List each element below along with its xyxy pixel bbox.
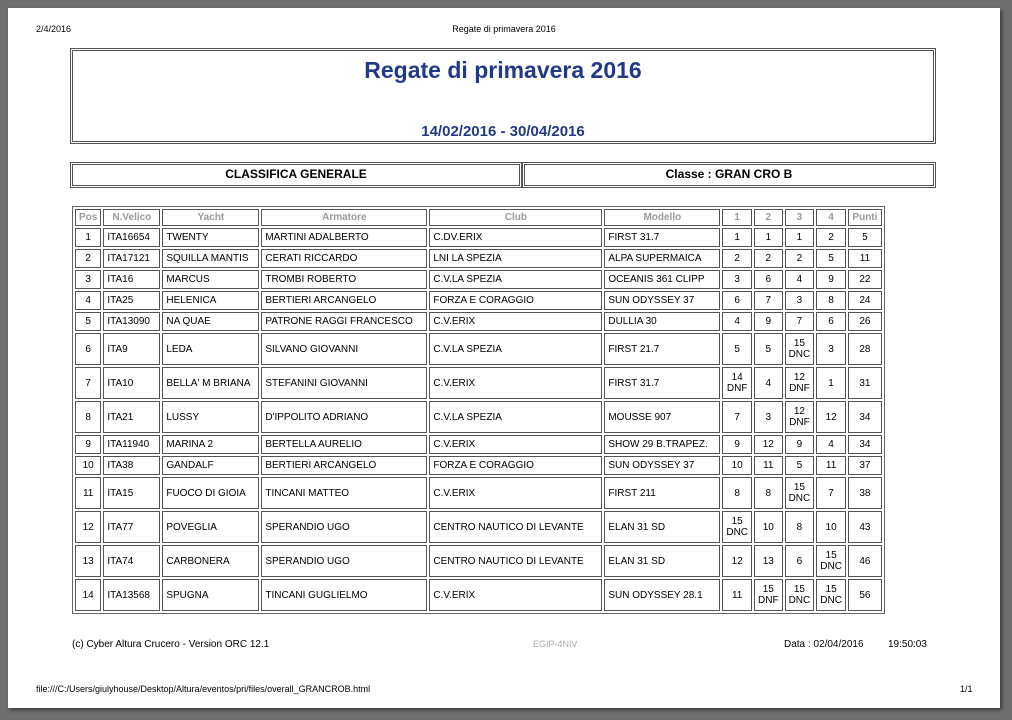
cell-race-1: 8 (722, 477, 752, 509)
cell-race-1: 12 (722, 545, 752, 577)
score-code: DNF (789, 417, 810, 428)
print-date: 2/4/2016 (36, 24, 72, 34)
cell-race-4: 9 (816, 270, 846, 289)
cell-club: LNI LA SPEZIA (429, 249, 602, 268)
cell-model: FIRST 31.7 (604, 228, 720, 247)
cell-pos: 11 (75, 477, 101, 509)
score-code: DNC (820, 595, 842, 606)
cell-model: ELAN 31 SD (604, 545, 720, 577)
cell-club: CENTRO NAUTICO DI LEVANTE (429, 545, 602, 577)
column-header-sail-number: N.Velico (103, 209, 160, 226)
cell-race-4: 5 (816, 249, 846, 268)
cell-model: SUN ODYSSEY 37 (604, 456, 720, 475)
cell-sail-number: ITA9 (103, 333, 160, 365)
print-title: Regate di primavera 2016 (452, 24, 556, 34)
cell-club: C.V.ERIX (429, 367, 602, 399)
cell-sail-number: ITA13568 (103, 579, 160, 611)
cell-points: 34 (848, 401, 882, 433)
cell-race-2 (754, 579, 783, 611)
cell-race-1: 1 (722, 228, 752, 247)
cell-yacht: GANDALF (162, 456, 259, 475)
class-label: Classe : GRAN CRO B (522, 162, 936, 188)
cell-pos: 6 (75, 333, 101, 365)
cell-club: C.V.ERIX (429, 477, 602, 509)
table-row (75, 477, 882, 509)
cell-race-2: 2 (754, 249, 783, 268)
cell-owner: SILVANO GIOVANNI (261, 333, 427, 365)
cell-owner: SPERANDIO UGO (261, 545, 427, 577)
score-code: DNC (726, 527, 749, 538)
cell-pos: 1 (75, 228, 101, 247)
cell-points: 43 (848, 511, 882, 543)
event-dates: 14/02/2016 - 30/04/2016 (421, 123, 585, 140)
page-number: 1/1 (960, 684, 973, 694)
cell-model: DULLIA 30 (604, 312, 720, 331)
cell-sail-number: ITA11940 (103, 435, 160, 454)
cell-yacht: SPUGNA (162, 579, 259, 611)
cell-points: 46 (848, 545, 882, 577)
cell-club: CENTRO NAUTICO DI LEVANTE (429, 511, 602, 543)
cell-race-1: 3 (722, 270, 752, 289)
column-header-race-2: 2 (754, 209, 783, 226)
cell-race-3 (785, 367, 815, 399)
cell-club: FORZA E CORAGGIO (429, 291, 602, 310)
cell-sail-number: ITA25 (103, 291, 160, 310)
cell-sail-number: ITA21 (103, 401, 160, 433)
column-header-model: Modello (604, 209, 720, 226)
cell-pos: 12 (75, 511, 101, 543)
cell-pos: 13 (75, 545, 101, 577)
cell-yacht: POVEGLIA (162, 511, 259, 543)
table-row (75, 456, 882, 475)
cell-race-2: 1 (754, 228, 783, 247)
cell-sail-number: ITA16654 (103, 228, 160, 247)
cell-race-4: 11 (816, 456, 846, 475)
table-row (75, 511, 882, 543)
table-row (75, 228, 882, 247)
cell-race-4: 4 (816, 435, 846, 454)
score-value: 15 (731, 516, 743, 527)
score-code: DNF (758, 595, 779, 606)
cell-sail-number: ITA74 (103, 545, 160, 577)
cell-owner: SPERANDIO UGO (261, 511, 427, 543)
cell-pos: 8 (75, 401, 101, 433)
score-code: DNC (788, 493, 811, 504)
score-value: 15 (825, 550, 837, 561)
table-row (75, 435, 882, 454)
cell-sail-number: ITA38 (103, 456, 160, 475)
cell-race-4 (816, 545, 846, 577)
cell-model: ELAN 31 SD (604, 511, 720, 543)
cell-race-2: 7 (754, 291, 783, 310)
cell-race-4: 6 (816, 312, 846, 331)
cell-yacht: LUSSY (162, 401, 259, 433)
cell-club: C.V.ERIX (429, 312, 602, 331)
cell-model: SHOW 29 B.TRAPEZ. (604, 435, 720, 454)
cell-yacht: CARBONERA (162, 545, 259, 577)
cell-race-3: 6 (785, 545, 815, 577)
cell-owner: TINCANI GUGLIELMO (261, 579, 427, 611)
cell-yacht: MARCUS (162, 270, 259, 289)
event-title-box (70, 48, 936, 144)
cell-yacht: TWENTY (162, 228, 259, 247)
cell-race-1: 4 (722, 312, 752, 331)
cell-owner: BERTELLA AURELIO (261, 435, 427, 454)
cell-yacht: HELENICA (162, 291, 259, 310)
cell-model: ALPA SUPERMAICA (604, 249, 720, 268)
cell-pos: 5 (75, 312, 101, 331)
cell-race-3: 4 (785, 270, 815, 289)
column-header-race-4: 4 (816, 209, 846, 226)
cell-race-4: 10 (816, 511, 846, 543)
cell-model: FIRST 31.7 (604, 367, 720, 399)
cell-model: FIRST 21.7 (604, 333, 720, 365)
cell-race-3: 9 (785, 435, 815, 454)
table-row (75, 401, 882, 433)
cell-points: 24 (848, 291, 882, 310)
cell-race-4: 3 (816, 333, 846, 365)
cell-club: C.V.LA SPEZIA (429, 333, 602, 365)
cell-race-2: 10 (754, 511, 783, 543)
column-header-race-1: 1 (722, 209, 752, 226)
cell-points: 56 (848, 579, 882, 611)
column-header-pos: Pos (75, 209, 101, 226)
cell-points: 11 (848, 249, 882, 268)
cell-sail-number: ITA13090 (103, 312, 160, 331)
score-value: 15 (825, 584, 837, 595)
score-value: 15 (793, 482, 805, 493)
cell-race-3 (785, 579, 815, 611)
table-row (75, 579, 882, 611)
cell-sail-number: ITA17121 (103, 249, 160, 268)
cell-race-2: 9 (754, 312, 783, 331)
cell-yacht: BELLA' M BRIANA (162, 367, 259, 399)
cell-race-4: 1 (816, 367, 846, 399)
cell-model: MOUSSE 907 (604, 401, 720, 433)
cell-yacht: FUOCO DI GIOIA (162, 477, 259, 509)
cell-owner: CERATI RICCARDO (261, 249, 427, 268)
score-value: 15 (793, 338, 805, 349)
cell-race-3: 5 (785, 456, 815, 475)
cell-race-4: 2 (816, 228, 846, 247)
cell-model: OCEANIS 361 CLIPP (604, 270, 720, 289)
cell-race-2: 13 (754, 545, 783, 577)
cell-race-2: 4 (754, 367, 783, 399)
cell-owner: TROMBI ROBERTO (261, 270, 427, 289)
cell-sail-number: ITA16 (103, 270, 160, 289)
score-code: DNF (789, 383, 810, 394)
cell-race-2: 11 (754, 456, 783, 475)
cell-owner: PATRONE RAGGI FRANCESCO (261, 312, 427, 331)
cell-points: 28 (848, 333, 882, 365)
cell-owner: STEFANINI GIOVANNI (261, 367, 427, 399)
cell-pos: 10 (75, 456, 101, 475)
cell-race-3 (785, 401, 815, 433)
cell-points: 22 (848, 270, 882, 289)
classification-label: CLASSIFICA GENERALE (70, 162, 522, 188)
cell-race-1: 10 (722, 456, 752, 475)
score-code: DNF (726, 383, 748, 394)
score-value: 15 (762, 584, 774, 595)
cell-sail-number: ITA15 (103, 477, 160, 509)
cell-club: C.DV.ERIX (429, 228, 602, 247)
cell-race-1: 2 (722, 249, 752, 268)
cell-points: 38 (848, 477, 882, 509)
column-header-points: Punti (848, 209, 882, 226)
cell-yacht: NA QUAE (162, 312, 259, 331)
cell-owner: TINCANI MATTEO (261, 477, 427, 509)
cell-race-2: 3 (754, 401, 783, 433)
column-header-race-3: 3 (785, 209, 815, 226)
software-credit: (c) Cyber Altura Crucero - Version ORC 12.1 (72, 639, 270, 650)
cell-race-3: 1 (785, 228, 815, 247)
cell-pos: 7 (75, 367, 101, 399)
cell-race-3: 3 (785, 291, 815, 310)
score-value: 14 (731, 372, 743, 383)
cell-yacht: LEDA (162, 333, 259, 365)
table-row (75, 333, 882, 365)
report-date: Data : 02/04/2016 (784, 639, 864, 650)
score-value: 15 (793, 584, 805, 595)
cell-yacht: MARINA 2 (162, 435, 259, 454)
software-code: EGIP-4NIV (533, 639, 578, 649)
cell-owner: D'IPPOLITO ADRIANO (261, 401, 427, 433)
cell-points: 37 (848, 456, 882, 475)
table-row (75, 367, 882, 399)
table-row (75, 545, 882, 577)
cell-pos: 2 (75, 249, 101, 268)
print-page (8, 8, 1000, 708)
report-time: 19:50:03 (888, 639, 927, 650)
cell-points: 31 (848, 367, 882, 399)
cell-pos: 14 (75, 579, 101, 611)
cell-race-2: 8 (754, 477, 783, 509)
cell-race-4 (816, 579, 846, 611)
cell-race-1: 9 (722, 435, 752, 454)
cell-club: FORZA E CORAGGIO (429, 456, 602, 475)
cell-race-1: 7 (722, 401, 752, 433)
event-title: Regate di primavera 2016 (364, 57, 642, 83)
cell-points: 34 (848, 435, 882, 454)
cell-race-1 (722, 367, 752, 399)
cell-race-3 (785, 333, 815, 365)
cell-model: SUN ODYSSEY 37 (604, 291, 720, 310)
score-code: DNC (820, 561, 842, 572)
cell-pos: 9 (75, 435, 101, 454)
column-header-club: Club (429, 209, 602, 226)
cell-club: C.V.ERIX (429, 435, 602, 454)
cell-pos: 4 (75, 291, 101, 310)
table-row (75, 249, 882, 268)
cell-race-1: 5 (722, 333, 752, 365)
cell-race-3: 2 (785, 249, 815, 268)
cell-owner: BERTIERI ARCANGELO (261, 291, 427, 310)
cell-model: FIRST 211 (604, 477, 720, 509)
score-code: DNC (788, 595, 811, 606)
cell-sail-number: ITA10 (103, 367, 160, 399)
table-row (75, 270, 882, 289)
cell-race-2: 5 (754, 333, 783, 365)
cell-club: C.V.LA SPEZIA (429, 270, 602, 289)
cell-race-1: 6 (722, 291, 752, 310)
table-row (75, 312, 882, 331)
cell-race-3: 7 (785, 312, 815, 331)
cell-pos: 3 (75, 270, 101, 289)
cell-yacht: SQUILLA MANTIS (162, 249, 259, 268)
cell-race-1 (722, 511, 752, 543)
results-table (72, 206, 885, 614)
cell-race-2: 12 (754, 435, 783, 454)
cell-race-1: 11 (722, 579, 752, 611)
cell-owner: BERTIERI ARCANGELO (261, 456, 427, 475)
table-row (75, 291, 882, 310)
table-header-row (75, 209, 882, 226)
cell-club: C.V.LA SPEZIA (429, 401, 602, 433)
cell-model: SUN ODYSSEY 28.1 (604, 579, 720, 611)
score-code: DNC (788, 349, 811, 360)
cell-race-2: 6 (754, 270, 783, 289)
cell-owner: MARTINI ADALBERTO (261, 228, 427, 247)
score-value: 12 (793, 406, 805, 417)
cell-points: 5 (848, 228, 882, 247)
cell-race-4: 8 (816, 291, 846, 310)
cell-race-3 (785, 477, 815, 509)
cell-points: 26 (848, 312, 882, 331)
classification-bar (70, 162, 936, 188)
file-path: file:///C:/Users/giulyhouse/Desktop/Altura/eventos/pri/files/overall_GRANCROB.html (36, 684, 371, 694)
cell-race-4: 7 (816, 477, 846, 509)
column-header-yacht: Yacht (162, 209, 259, 226)
column-header-owner: Armatore (261, 209, 427, 226)
score-value: 12 (793, 372, 805, 383)
cell-club: C.V.ERIX (429, 579, 602, 611)
cell-race-3: 8 (785, 511, 815, 543)
cell-race-4: 12 (816, 401, 846, 433)
cell-sail-number: ITA77 (103, 511, 160, 543)
